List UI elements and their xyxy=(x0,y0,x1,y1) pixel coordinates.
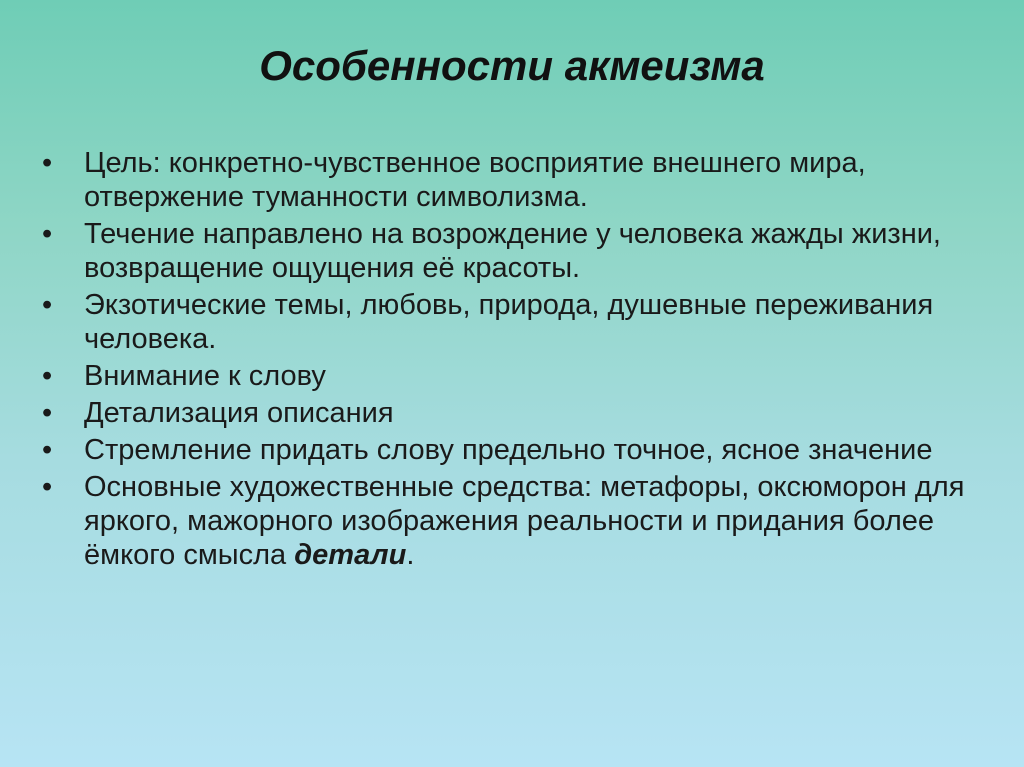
list-item-text: Стремление придать слову предельно точное, ясное значение xyxy=(84,434,933,466)
bullet-icon: • xyxy=(42,397,53,429)
list-item-text: Цель: конкретно-чувственное восприятие внешнего мира, отвержение туманности символизма. xyxy=(84,147,866,213)
bullet-icon: • xyxy=(42,218,53,250)
list-item xyxy=(42,396,992,430)
bullet-icon: • xyxy=(42,471,53,503)
list-item-text: Основные художественные средства: метафоры, оксюморон для яркого, мажорного изображения реальности и придания более ёмкого смысла xyxy=(84,471,965,571)
bullet-icon: • xyxy=(42,289,53,321)
list-item-text: Экзотические темы, любовь, природа, душевные переживания человека. xyxy=(84,289,934,355)
emphasized-word: детали xyxy=(294,539,407,571)
bullet-icon: • xyxy=(42,147,53,179)
bullet-icon: • xyxy=(42,360,53,392)
list-item-text: Внимание к слову xyxy=(84,360,326,392)
slide-title: Особенности акмеизма xyxy=(259,42,765,89)
list-item-text: Детализация описания xyxy=(84,397,394,429)
list-item xyxy=(42,359,992,393)
bullet-list xyxy=(42,146,992,575)
list-item-text: Течение направлено на возрождение у человека жажды жизни, возвращение ощущения её красоты. xyxy=(84,218,941,284)
list-item-end: . xyxy=(406,539,415,571)
list-item xyxy=(42,146,992,214)
list-item xyxy=(42,288,992,356)
bullet-icon: • xyxy=(42,434,53,466)
list-item xyxy=(42,470,992,572)
list-item xyxy=(42,217,992,285)
list-item xyxy=(42,433,992,467)
